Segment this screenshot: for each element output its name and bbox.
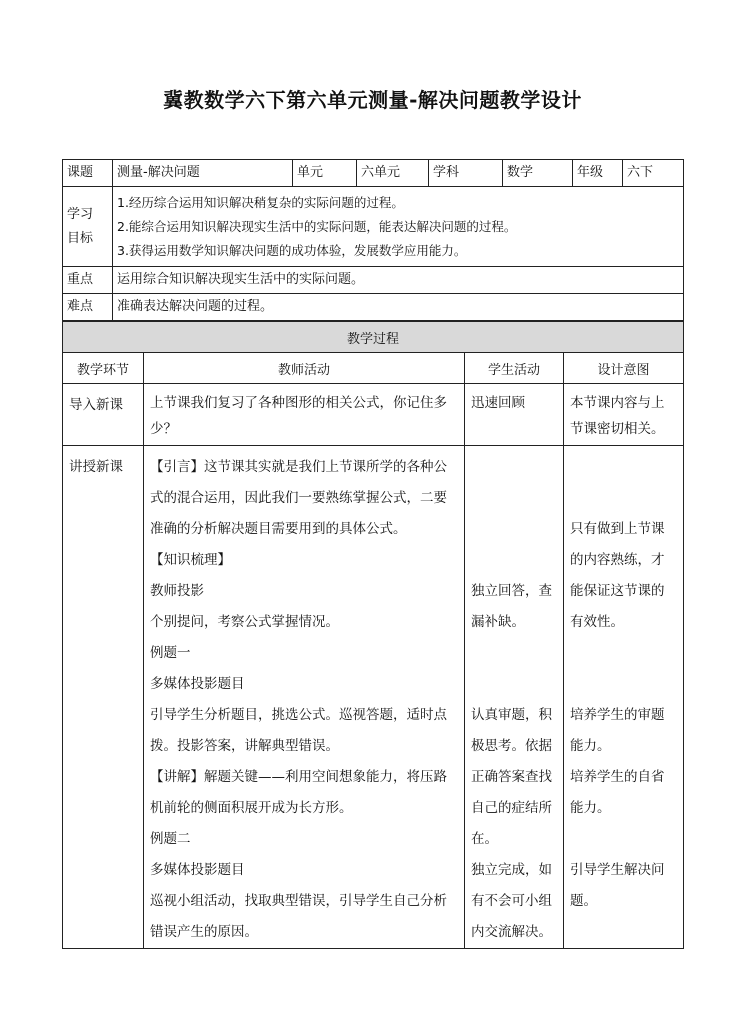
intent-line: 有效性。 [570, 614, 624, 630]
goals-list [113, 187, 684, 267]
intent-line: 题。 [570, 893, 597, 909]
info-row-course [63, 160, 684, 187]
new-lesson-row [63, 446, 684, 949]
student-line: 有不会可小组 [471, 893, 552, 909]
intent-line: 节课密切相关。 [570, 421, 665, 437]
teacher-line: 错误产生的原因。 [150, 924, 258, 940]
difficult-value: 准确表达解决问题的过程。 [113, 294, 684, 321]
intro-teacher [144, 384, 465, 446]
goal-item: 2.能综合运用知识解决现实生活中的实际问题，能表达解决问题的过程。 [117, 218, 517, 234]
teacher-line: 例题一 [150, 645, 191, 661]
teacher-line: 【引言】这节课其实就是我们上节课所学的各种公 [150, 459, 447, 475]
goals-label [63, 187, 113, 267]
column-header: 教学环节 [63, 353, 144, 384]
teacher-line: 机前轮的侧面积展开成为长方形。 [150, 800, 353, 816]
course-value: 测量-解决问题 [113, 160, 293, 187]
intent-line: 培养学生的审题 [570, 707, 665, 723]
stage-label: 讲授新课 [69, 459, 123, 475]
teacher-line: 教师投影 [150, 583, 204, 599]
new-student [465, 446, 564, 949]
process-header: 教学过程 [63, 322, 684, 353]
intro-intent [564, 384, 684, 446]
intro-row [63, 384, 684, 446]
intent-line: 只有做到上节课 [570, 521, 665, 537]
goal-item: 3.获得运用数学知识解决问题的成功体验，发展数学应用能力。 [117, 242, 467, 258]
intent-line: 能保证这节课的 [570, 583, 665, 599]
student-line: 极思考。依据 [471, 738, 552, 754]
teacher-line: 多媒体投影题目 [150, 676, 245, 692]
info-row-difficult [63, 294, 684, 321]
teacher-line: 例题二 [150, 831, 191, 847]
intent-line: 能力。 [570, 738, 611, 754]
key-value: 运用综合知识解决现实生活中的实际问题。 [113, 267, 684, 294]
teacher-line: 【讲解】解题关键——利用空间想象能力，将压路 [150, 769, 447, 785]
stage-label: 导入新课 [69, 397, 123, 413]
difficult-label: 难点 [63, 294, 113, 321]
goal-item: 1.经历综合运用知识解决稍复杂的实际问题的过程。 [117, 194, 404, 210]
teacher-line: 准确的分析解决题目需要用到的具体公式。 [150, 521, 407, 537]
column-header: 学生活动 [465, 353, 564, 384]
teacher-line: 【知识梳理】 [150, 552, 231, 568]
info-row-key [63, 267, 684, 294]
process-table [62, 321, 684, 949]
intro-student [465, 384, 564, 446]
teacher-line: 少？ [150, 421, 177, 437]
teacher-line: 引导学生分析题目，挑选公式。巡视答题，适时点 [150, 707, 447, 723]
subject-value: 数学 [503, 160, 573, 187]
process-header-row [63, 322, 684, 353]
teacher-line: 上节课我们复习了各种图形的相关公式，你记住多 [150, 395, 447, 411]
intro-stage [63, 384, 144, 446]
teacher-line: 巡视小组活动，找取典型错误，引导学生自己分析 [150, 893, 447, 909]
student-line: 迅速回顾 [471, 395, 525, 411]
column-header: 教师活动 [144, 353, 465, 384]
subject-label: 学科 [429, 160, 503, 187]
info-row-goals [63, 187, 684, 267]
intent-line: 引导学生解决问 [570, 862, 665, 878]
goals-label-line-1: 学习 [67, 206, 94, 222]
new-teacher [144, 446, 465, 949]
teacher-line: 式的混合运用，因此我们一要熟练掌握公式，二要 [150, 490, 447, 506]
new-stage [63, 446, 144, 949]
new-intent [564, 446, 684, 949]
intent-line: 培养学生的自省 [570, 769, 665, 785]
grade-value: 六下 [623, 160, 684, 187]
goals-label-line-2: 目标 [67, 230, 94, 246]
teacher-line: 多媒体投影题目 [150, 862, 245, 878]
grade-label: 年级 [573, 160, 623, 187]
key-label: 重点 [63, 267, 113, 294]
intent-line: 的内容熟练，才 [570, 552, 665, 568]
process-columns-row [63, 353, 684, 384]
student-line: 独立完成，如 [471, 862, 552, 878]
document-title: 冀教数学六下第六单元测量-解决问题教学设计 [163, 88, 582, 112]
info-table [62, 159, 684, 321]
column-header: 设计意图 [564, 353, 684, 384]
intent-line: 本节课内容与上 [570, 395, 665, 411]
student-line: 在。 [471, 831, 498, 847]
student-line: 认真审题，积 [471, 707, 552, 723]
student-line: 独立回答，查 [471, 583, 552, 599]
student-line: 自己的症结所 [471, 800, 552, 816]
unit-value: 六单元 [357, 160, 429, 187]
student-line: 正确答案查找 [471, 769, 552, 785]
student-line: 漏补缺。 [471, 614, 525, 630]
student-line: 内交流解决。 [471, 924, 552, 940]
intent-line: 能力。 [570, 800, 611, 816]
course-label: 课题 [63, 160, 113, 187]
unit-label: 单元 [293, 160, 357, 187]
teacher-line: 个别提问，考察公式掌握情况。 [150, 614, 339, 630]
teacher-line: 拨。投影答案，讲解典型错误。 [150, 738, 339, 754]
